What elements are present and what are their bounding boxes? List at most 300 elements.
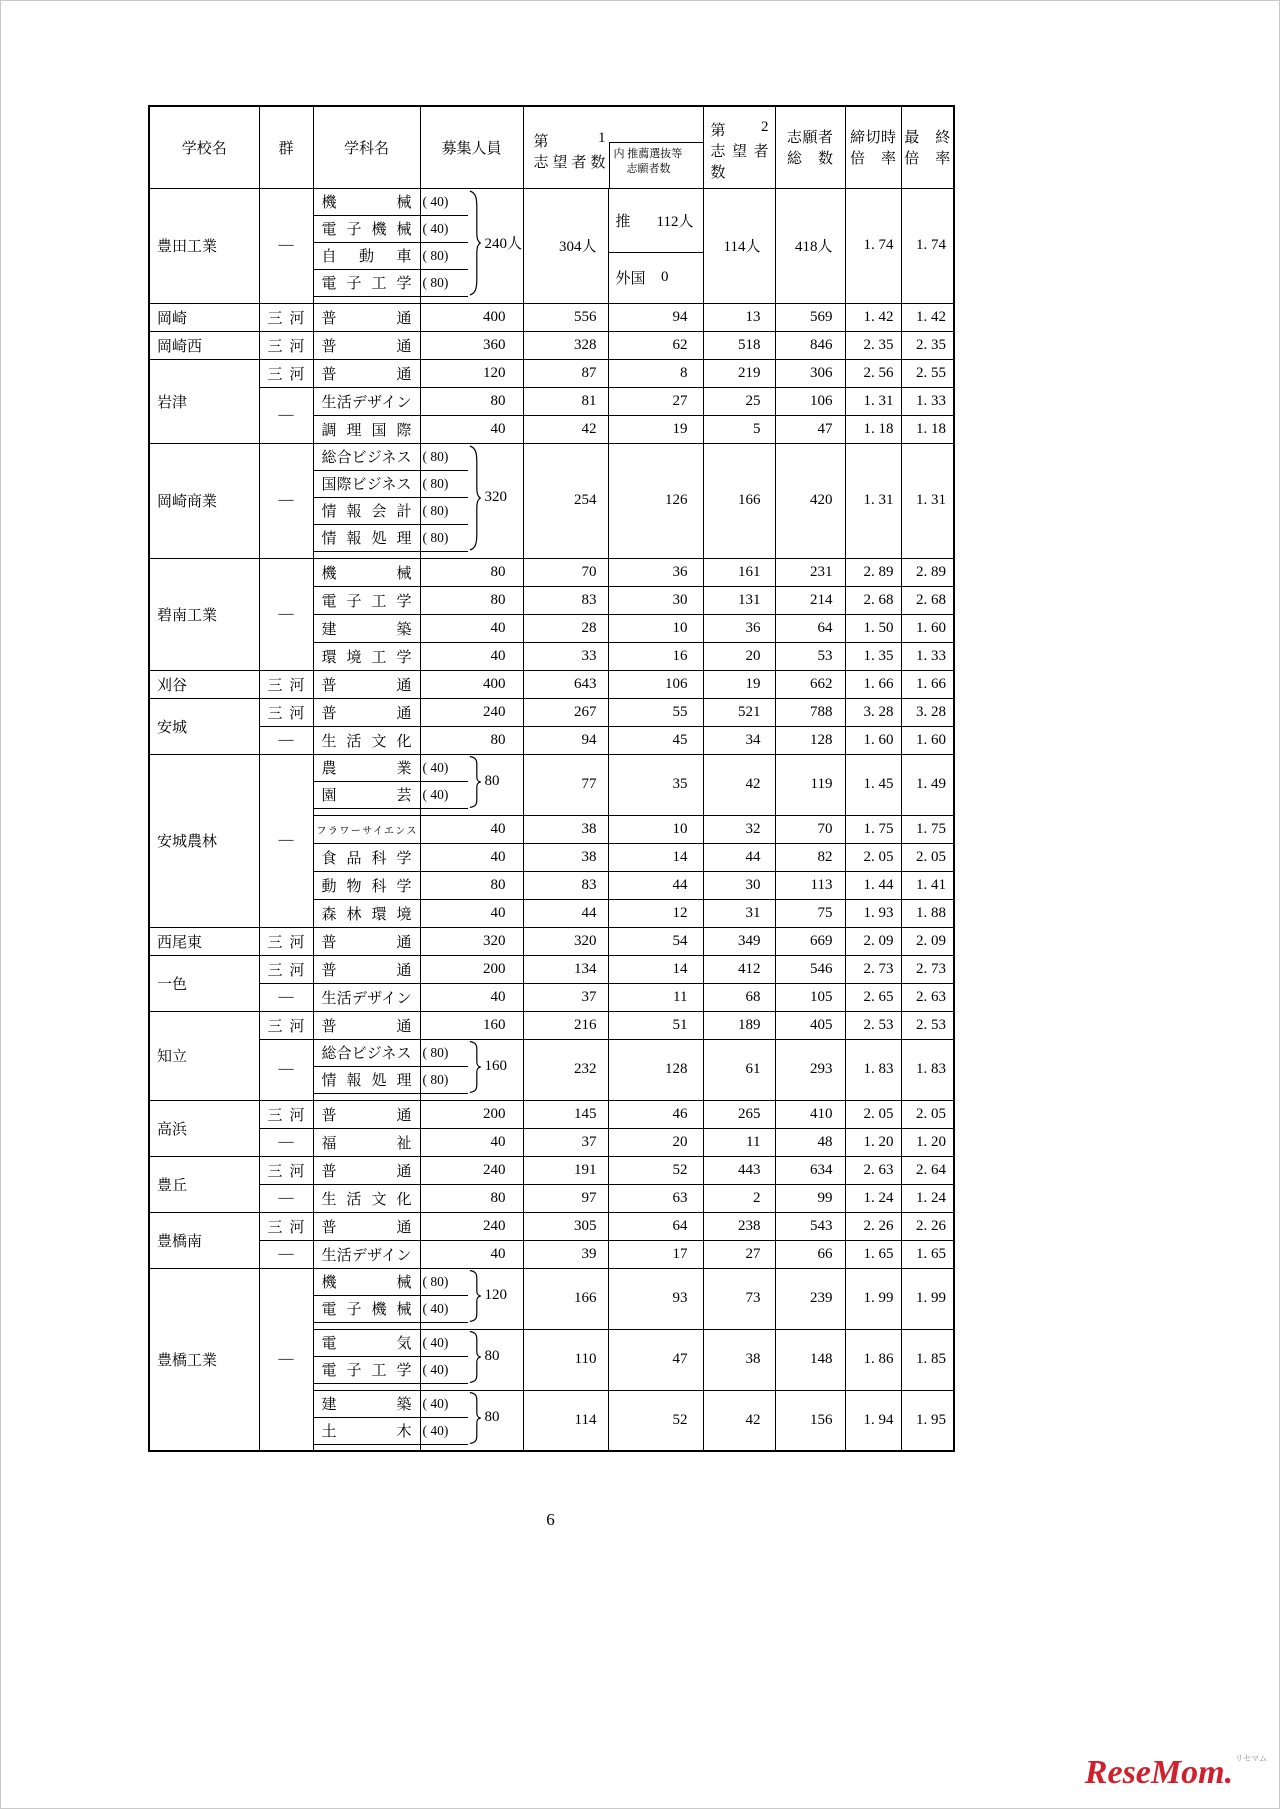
capacity-total: 80 xyxy=(484,1409,500,1425)
capacity-cell: 80 xyxy=(420,558,523,586)
second-choice-cell: 42 xyxy=(703,1390,775,1451)
recommend-cell: 30 xyxy=(608,586,703,614)
dept-capacity: ( 80) xyxy=(422,529,449,545)
dept-name: 電子工学 xyxy=(321,276,412,292)
group-cell xyxy=(259,1156,313,1184)
capacity-cell: 400 xyxy=(420,303,523,331)
first-choice-cell: 87 xyxy=(523,359,608,387)
dept-capacity: ( 40) xyxy=(422,1422,449,1438)
dept-capacity: ( 40) xyxy=(422,1361,449,1377)
group-label: 三河 xyxy=(267,1219,305,1236)
first-choice-cell: 70 xyxy=(523,558,608,586)
recommend-cell: 44 xyxy=(608,871,703,899)
final-ratio-cell: 2. 89 xyxy=(901,558,954,586)
capacity-cell xyxy=(420,1268,523,1329)
dept-capacity: ( 80) xyxy=(422,502,449,518)
deadline-ratio-cell: 2. 89 xyxy=(845,558,901,586)
school-name-cell: 岡崎西 xyxy=(149,331,259,359)
brace-icon xyxy=(468,756,481,808)
capacity-total: 80 xyxy=(484,773,500,789)
total-cell: 64 xyxy=(775,614,845,642)
first-choice-cell: 643 xyxy=(523,670,608,698)
dept-name: 土木 xyxy=(321,1424,412,1440)
second-choice-cell: 238 xyxy=(703,1212,775,1240)
dept-name: 情報会計 xyxy=(321,504,412,520)
resemom-logo-caption: リセマム xyxy=(1235,1754,1267,1763)
capacity-cell: 40 xyxy=(420,983,523,1011)
brace-icon xyxy=(468,1331,481,1383)
dept-cell xyxy=(313,1184,420,1212)
second-choice-cell: 131 xyxy=(703,586,775,614)
capacity-cell: 120 xyxy=(420,359,523,387)
second-choice-cell: 11 xyxy=(703,1128,775,1156)
final-ratio-cell: 2. 05 xyxy=(901,843,954,871)
first-choice-cell: 39 xyxy=(523,1240,608,1268)
total-cell: 113 xyxy=(775,871,845,899)
table-row xyxy=(149,983,954,1011)
capacity-cell: 80 xyxy=(420,726,523,754)
capacity-cell xyxy=(420,754,523,815)
capacity-cell: 200 xyxy=(420,955,523,983)
page-number: 6 xyxy=(546,1510,555,1529)
header-row xyxy=(149,106,954,188)
total-cell: 788 xyxy=(775,698,845,726)
deadline-ratio-cell: 1. 35 xyxy=(845,642,901,670)
total-cell: 543 xyxy=(775,1212,845,1240)
first-choice-cell: 83 xyxy=(523,586,608,614)
final-ratio-cell: 1. 74 xyxy=(901,188,954,303)
total-cell: 53 xyxy=(775,642,845,670)
final-ratio-cell: 2. 09 xyxy=(901,927,954,955)
final-ratio-cell: 2. 35 xyxy=(901,331,954,359)
total-cell: 669 xyxy=(775,927,845,955)
dept-cell xyxy=(313,614,420,642)
dept-name: 情報処理 xyxy=(321,531,412,547)
capacity-cell: 360 xyxy=(420,331,523,359)
capacity-cell: 40 xyxy=(420,614,523,642)
dept-name: 普通 xyxy=(321,962,412,979)
dept-capacity: ( 40) xyxy=(422,193,449,209)
header-school: 学校名 xyxy=(149,106,259,188)
header-first-sub: 志望者数 xyxy=(533,154,606,171)
final-ratio-cell: 1. 18 xyxy=(901,415,954,443)
final-ratio-cell: 1. 88 xyxy=(901,899,954,927)
first-choice-cell: 97 xyxy=(523,1184,608,1212)
header-second-number: 2 xyxy=(761,119,769,136)
brace-icon xyxy=(468,1392,481,1444)
group-cell: ― xyxy=(259,443,313,558)
final-ratio-cell: 1. 75 xyxy=(901,815,954,843)
table-row xyxy=(149,1039,954,1100)
deadline-ratio-cell: 2. 73 xyxy=(845,955,901,983)
first-choice-cell: 216 xyxy=(523,1011,608,1039)
total-cell: 105 xyxy=(775,983,845,1011)
final-ratio-cell: 2. 64 xyxy=(901,1156,954,1184)
first-choice-cell: 81 xyxy=(523,387,608,415)
first-choice-cell: 191 xyxy=(523,1156,608,1184)
first-choice-cell: 254 xyxy=(523,443,608,558)
total-cell: 82 xyxy=(775,843,845,871)
total-cell: 66 xyxy=(775,1240,845,1268)
dept-cell xyxy=(313,983,420,1011)
brace-icon xyxy=(468,445,481,551)
total-cell: 410 xyxy=(775,1100,845,1128)
final-ratio-cell: 1. 65 xyxy=(901,1240,954,1268)
second-choice-cell: 61 xyxy=(703,1039,775,1100)
first-choice-cell: 166 xyxy=(523,1268,608,1329)
total-cell: 231 xyxy=(775,558,845,586)
deadline-ratio-cell: 1. 83 xyxy=(845,1039,901,1100)
table-row xyxy=(149,726,954,754)
dept-capacity: ( 40) xyxy=(422,220,449,236)
dept-cell xyxy=(313,698,420,726)
dept-name: 情報処理 xyxy=(321,1073,412,1089)
final-ratio-cell: 2. 26 xyxy=(901,1212,954,1240)
second-choice-cell: 114人 xyxy=(703,188,775,303)
recommend-cell: 12 xyxy=(608,899,703,927)
final-ratio-cell: 1. 99 xyxy=(901,1268,954,1329)
table-row xyxy=(149,558,954,586)
deadline-ratio-cell: 1. 75 xyxy=(845,815,901,843)
dept-cell xyxy=(313,843,420,871)
dept-name: 総合ビジネス xyxy=(321,1046,412,1062)
final-ratio-cell: 1. 66 xyxy=(901,670,954,698)
first-choice-cell: 77 xyxy=(523,754,608,815)
dept-capacity: ( 80) xyxy=(422,1071,449,1087)
dept-name: 普通 xyxy=(321,310,412,327)
group-label: 三河 xyxy=(267,677,305,694)
table-row xyxy=(149,1100,954,1128)
table-row xyxy=(149,955,954,983)
final-ratio-cell: 1. 60 xyxy=(901,726,954,754)
header-second-kanji: 第 xyxy=(710,123,726,140)
dept-cell xyxy=(313,558,420,586)
recommend-cell: 11 xyxy=(608,983,703,1011)
applicant-table xyxy=(148,105,955,1452)
foreign-label: 外国 xyxy=(615,270,646,287)
second-choice-cell: 68 xyxy=(703,983,775,1011)
dept-cell xyxy=(313,303,420,331)
group-cell xyxy=(259,1011,313,1039)
recommend-cell: 14 xyxy=(608,955,703,983)
final-ratio-cell: 1. 85 xyxy=(901,1329,954,1390)
group-cell xyxy=(259,927,313,955)
first-choice-cell: 556 xyxy=(523,303,608,331)
first-choice-cell: 305 xyxy=(523,1212,608,1240)
dept-name: 自動車 xyxy=(321,249,412,265)
second-choice-cell: 2 xyxy=(703,1184,775,1212)
first-choice-cell: 42 xyxy=(523,415,608,443)
group-label: 三河 xyxy=(267,934,305,951)
capacity-total: 320 xyxy=(484,489,507,505)
recommend-cell: 62 xyxy=(608,331,703,359)
dept-name: 森林環境 xyxy=(321,906,412,923)
second-choice-cell: 32 xyxy=(703,815,775,843)
dept-cell xyxy=(313,1212,420,1240)
second-choice-cell: 265 xyxy=(703,1100,775,1128)
table-row xyxy=(149,1128,954,1156)
school-name-cell: 高浜 xyxy=(149,1100,259,1156)
capacity-total: 240人 xyxy=(484,236,523,252)
capacity-total: 160 xyxy=(484,1058,507,1074)
recommend-cell xyxy=(608,188,703,303)
total-cell: 156 xyxy=(775,1390,845,1451)
capacity-cell: 320 xyxy=(420,927,523,955)
dept-name: 環境工学 xyxy=(321,649,412,666)
first-choice-cell: 304人 xyxy=(523,188,608,303)
final-ratio-cell: 2. 73 xyxy=(901,955,954,983)
deadline-ratio-cell: 1. 18 xyxy=(845,415,901,443)
dept-name: 普通 xyxy=(321,338,412,355)
recommend-cell: 8 xyxy=(608,359,703,387)
capacity-cell xyxy=(420,443,523,558)
capacity-cell xyxy=(420,1390,523,1451)
recommend-value: 112人 xyxy=(656,213,694,230)
capacity-cell: 40 xyxy=(420,843,523,871)
header-total-line2: 総数 xyxy=(787,151,833,168)
capacity-cell: 40 xyxy=(420,815,523,843)
group-label: 三河 xyxy=(267,366,305,383)
total-cell: 48 xyxy=(775,1128,845,1156)
dept-name: 普通 xyxy=(321,1219,412,1236)
capacity-cell: 400 xyxy=(420,670,523,698)
second-choice-cell: 189 xyxy=(703,1011,775,1039)
dept-capacity: ( 80) xyxy=(422,1273,449,1289)
header-first-kanji: 第 xyxy=(533,133,549,150)
dept-cell xyxy=(313,1390,420,1451)
school-name-cell: 豊橋南 xyxy=(149,1212,259,1268)
deadline-ratio-cell: 1. 99 xyxy=(845,1268,901,1329)
dept-name: 建築 xyxy=(321,1397,412,1413)
capacity-cell: 40 xyxy=(420,899,523,927)
school-name-cell: 一色 xyxy=(149,955,259,1011)
school-name-cell: 豊丘 xyxy=(149,1156,259,1212)
group-cell xyxy=(259,303,313,331)
dept-cell xyxy=(313,387,420,415)
second-choice-cell: 20 xyxy=(703,642,775,670)
second-choice-cell: 27 xyxy=(703,1240,775,1268)
dept-cell xyxy=(313,1128,420,1156)
table-row xyxy=(149,1011,954,1039)
table-row xyxy=(149,1184,954,1212)
final-ratio-cell: 1. 95 xyxy=(901,1390,954,1451)
second-choice-cell: 5 xyxy=(703,415,775,443)
group-cell xyxy=(259,670,313,698)
first-choice-cell: 38 xyxy=(523,815,608,843)
recommend-cell: 27 xyxy=(608,387,703,415)
group-label: 三河 xyxy=(267,705,305,722)
recommend-cell: 63 xyxy=(608,1184,703,1212)
capacity-cell: 40 xyxy=(420,415,523,443)
first-choice-cell: 44 xyxy=(523,899,608,927)
school-name-cell: 豊田工業 xyxy=(149,188,259,303)
final-ratio-cell: 1. 24 xyxy=(901,1184,954,1212)
group-cell: ― xyxy=(259,1184,313,1212)
recommend-cell: 16 xyxy=(608,642,703,670)
dept-name: 電気 xyxy=(321,1336,412,1352)
dept-name: 電子機械 xyxy=(321,222,412,238)
capacity-cell: 240 xyxy=(420,1212,523,1240)
dept-name: 総合ビジネス xyxy=(321,450,412,466)
deadline-ratio-cell: 2. 53 xyxy=(845,1011,901,1039)
header-final-line1: 最終 xyxy=(904,130,951,147)
capacity-cell xyxy=(420,1039,523,1100)
deadline-ratio-cell: 1. 24 xyxy=(845,1184,901,1212)
recommend-cell: 17 xyxy=(608,1240,703,1268)
recommend-label: 推 xyxy=(615,213,631,230)
deadline-ratio-cell: 1. 44 xyxy=(845,871,901,899)
deadline-ratio-cell: 1. 45 xyxy=(845,754,901,815)
second-choice-cell: 219 xyxy=(703,359,775,387)
recommend-cell: 54 xyxy=(608,927,703,955)
deadline-ratio-cell: 2. 05 xyxy=(845,1100,901,1128)
school-name-cell: 岩津 xyxy=(149,359,259,443)
first-choice-cell: 232 xyxy=(523,1039,608,1100)
group-cell xyxy=(259,955,313,983)
first-choice-cell: 37 xyxy=(523,983,608,1011)
table-row xyxy=(149,387,954,415)
table-row xyxy=(149,443,954,558)
table-row xyxy=(149,698,954,726)
dept-cell xyxy=(313,642,420,670)
total-cell: 75 xyxy=(775,899,845,927)
dept-cell xyxy=(313,331,420,359)
recommend-cell: 47 xyxy=(608,1329,703,1390)
school-name-cell: 安城 xyxy=(149,698,259,754)
capacity-cell: 80 xyxy=(420,871,523,899)
group-cell: ― xyxy=(259,983,313,1011)
table-row xyxy=(149,1212,954,1240)
capacity-cell xyxy=(420,1329,523,1390)
dept-cell xyxy=(313,955,420,983)
dept-capacity: ( 40) xyxy=(422,786,449,802)
total-cell: 306 xyxy=(775,359,845,387)
deadline-ratio-cell: 2. 68 xyxy=(845,586,901,614)
recommend-cell: 35 xyxy=(608,754,703,815)
recommend-cell: 10 xyxy=(608,614,703,642)
dept-capacity: ( 40) xyxy=(422,1334,449,1350)
capacity-cell: 80 xyxy=(420,387,523,415)
header-total-line1: 志願者 xyxy=(787,130,833,147)
group-label: 三河 xyxy=(267,962,305,979)
capacity-cell: 160 xyxy=(420,1011,523,1039)
first-choice-cell: 145 xyxy=(523,1100,608,1128)
capacity-cell: 80 xyxy=(420,586,523,614)
capacity-cell: 40 xyxy=(420,1128,523,1156)
total-cell: 47 xyxy=(775,415,845,443)
dept-name: フラワーサイエンス xyxy=(316,825,417,837)
table-row xyxy=(149,754,954,815)
table-row xyxy=(149,1240,954,1268)
deadline-ratio-cell: 1. 31 xyxy=(845,387,901,415)
dept-name: 普通 xyxy=(321,1163,412,1180)
header-second-sub: 志望者数 xyxy=(710,144,769,182)
recommend-cell: 93 xyxy=(608,1268,703,1329)
header-final-line2: 倍率 xyxy=(904,151,951,168)
recommend-cell: 126 xyxy=(608,443,703,558)
group-label: 三河 xyxy=(267,338,305,355)
final-ratio-cell: 2. 05 xyxy=(901,1100,954,1128)
dept-name: 電子工学 xyxy=(321,593,412,610)
recommend-cell: 94 xyxy=(608,303,703,331)
recommend-cell: 46 xyxy=(608,1100,703,1128)
header-deadline-line1: 締切時 xyxy=(850,130,896,147)
school-name-cell: 碧南工業 xyxy=(149,558,259,670)
group-label: 三河 xyxy=(267,310,305,327)
group-cell xyxy=(259,698,313,726)
total-cell: 214 xyxy=(775,586,845,614)
first-choice-cell: 38 xyxy=(523,843,608,871)
dept-cell xyxy=(313,871,420,899)
recommend-cell: 20 xyxy=(608,1128,703,1156)
dept-name: 機械 xyxy=(321,565,412,582)
school-name-cell: 豊橋工業 xyxy=(149,1268,259,1451)
table-row xyxy=(149,303,954,331)
second-choice-cell: 73 xyxy=(703,1268,775,1329)
recommend-cell: 36 xyxy=(608,558,703,586)
deadline-ratio-cell: 3. 28 xyxy=(845,698,901,726)
recommend-cell: 45 xyxy=(608,726,703,754)
first-choice-cell: 28 xyxy=(523,614,608,642)
dept-name: 生活文化 xyxy=(321,1191,412,1208)
resemom-logo-text: ReseMom. xyxy=(1084,1754,1234,1791)
header-second-choice-label xyxy=(711,119,769,182)
total-cell: 119 xyxy=(775,754,845,815)
table-row xyxy=(149,670,954,698)
deadline-ratio-cell: 2. 05 xyxy=(845,843,901,871)
first-choice-cell: 320 xyxy=(523,927,608,955)
dept-cell xyxy=(313,1240,420,1268)
dept-name: 普通 xyxy=(321,366,412,383)
dept-name: 電子機械 xyxy=(321,1302,412,1318)
dept-cell xyxy=(313,586,420,614)
group-cell: ― xyxy=(259,1268,313,1451)
dept-cell xyxy=(313,815,420,843)
capacity-total: 120 xyxy=(484,1287,507,1303)
group-cell: ― xyxy=(259,754,313,927)
second-choice-cell: 30 xyxy=(703,871,775,899)
dept-name: 調理国際 xyxy=(321,422,412,439)
total-cell: 70 xyxy=(775,815,845,843)
deadline-ratio-cell: 1. 42 xyxy=(845,303,901,331)
first-choice-cell: 134 xyxy=(523,955,608,983)
second-choice-cell: 34 xyxy=(703,726,775,754)
dept-capacity: ( 40) xyxy=(422,759,449,775)
total-cell: 662 xyxy=(775,670,845,698)
capacity-cell: 40 xyxy=(420,642,523,670)
deadline-ratio-cell: 2. 35 xyxy=(845,331,901,359)
group-label: 三河 xyxy=(267,1018,305,1035)
group-cell: ― xyxy=(259,1039,313,1100)
dept-cell xyxy=(313,899,420,927)
total-cell: 418人 xyxy=(775,188,845,303)
dept-name: 生活デザイン xyxy=(321,394,412,411)
deadline-ratio-cell: 1. 31 xyxy=(845,443,901,558)
deadline-ratio-cell: 1. 50 xyxy=(845,614,901,642)
recommend-cell: 128 xyxy=(608,1039,703,1100)
final-ratio-cell: 2. 53 xyxy=(901,1011,954,1039)
second-choice-cell: 412 xyxy=(703,955,775,983)
total-cell: 128 xyxy=(775,726,845,754)
total-cell: 634 xyxy=(775,1156,845,1184)
dept-cell xyxy=(313,359,420,387)
dept-cell xyxy=(313,1100,420,1128)
dept-name: 食品科学 xyxy=(321,850,412,867)
deadline-ratio-cell: 1. 86 xyxy=(845,1329,901,1390)
first-choice-cell: 37 xyxy=(523,1128,608,1156)
dept-name: 普通 xyxy=(321,705,412,722)
header-first-choice xyxy=(523,106,703,188)
